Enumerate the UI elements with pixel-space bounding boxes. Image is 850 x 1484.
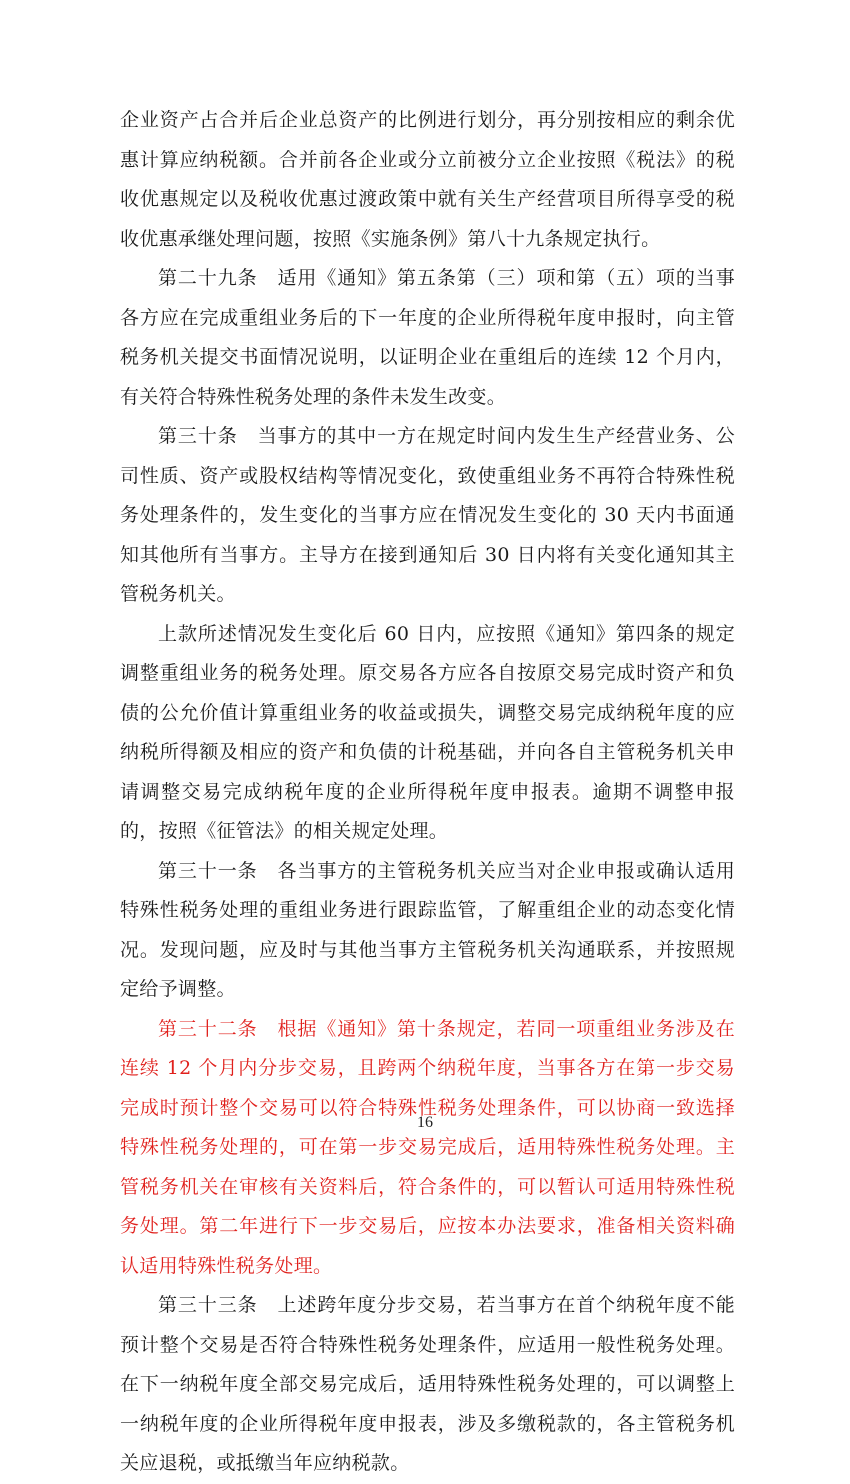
paragraph-article-33: 第三十三条 上述跨年度分步交易，若当事方在首个纳税年度不能预计整个交易是否符合特殊性税务处理条件，应适用一般性税务处理。在下一纳税年度全部交易完成后，适用特殊性税务处理的，可以调整上一纳税年度的企业所得税年度申报表，涉及多缴税款的，各主管税务机关应退税，或抵缴当年应纳税款。 (120, 1294, 735, 1474)
paragraph-article-30-supplement: 上款所述情况发生变化后 60 日内，应按照《通知》第四条的规定调整重组业务的税务处理。原交易各方应各自按原交易完成时资产和负债的公允价值计算重组业务的收益或损失，调整交易完成纳税年度的应纳税所得额及相应的资产和负债的计税基础，并向各自主管税务机关申请调整交易完成纳税年度的企业所得税年度申报表。逾期不调整申报的，按照《征管法》的相关规定处理。 (120, 622, 735, 842)
paragraph-article-29: 第二十九条 适用《通知》第五条第（三）项和第（五）项的当事各方应在完成重组业务后的下一年度的企业所得税年度申报时，向主管税务机关提交书面情况说明，以证明企业在重组后的连续 12 个月内，有关符合特殊性税务处理的条件未发生改变。 (120, 267, 735, 408)
paragraph-continuation: 企业资产占合并后企业总资产的比例进行划分，再分别按相应的剩余优惠计算应纳税额。合并前各企业或分立前被分立企业按照《税法》的税收优惠规定以及税收优惠过渡政策中就有关生产经营项目所得享受的税收优惠承继处理问题，按照《实施条例》第八十九条规定执行。 (120, 109, 735, 250)
paragraph-article-32-highlighted: 第三十二条 根据《通知》第十条规定，若同一项重组业务涉及在连续 12 个月内分步交易，且跨两个纳税年度，当事各方在第一步交易完成时预计整个交易可以符合特殊性税务处理条件，可以协商一致选择特殊性税务处理的，可在第一步交易完成后，适用特殊性税务处理。主管税务机关在审核有关资料后，符合条件的，可以暂认可适用特殊性税务处理。第二年进行下一步交易后，应按本办法要求，准备相关资料确认适用特殊性税务处理。 (120, 1017, 735, 1277)
page-number: 16 (417, 1114, 433, 1131)
paragraph-article-31: 第三十一条 各当事方的主管税务机关应当对企业申报或确认适用特殊性税务处理的重组业务进行跟踪监管，了解重组企业的动态变化情况。发现问题，应及时与其他当事方主管税务机关沟通联系，并按照规定给予调整。 (120, 859, 735, 1000)
paragraph-article-30: 第三十条 当事方的其中一方在规定时间内发生生产经营业务、公司性质、资产或股权结构等情况变化，致使重组业务不再符合特殊性税务处理条件的，发生变化的当事方应在情况发生变化的 30 天内书面通知其他所有当事方。主导方在接到通知后 30 日内将有关变化通知其主管税务机关。 (120, 425, 735, 605)
document-body (120, 101, 735, 1484)
